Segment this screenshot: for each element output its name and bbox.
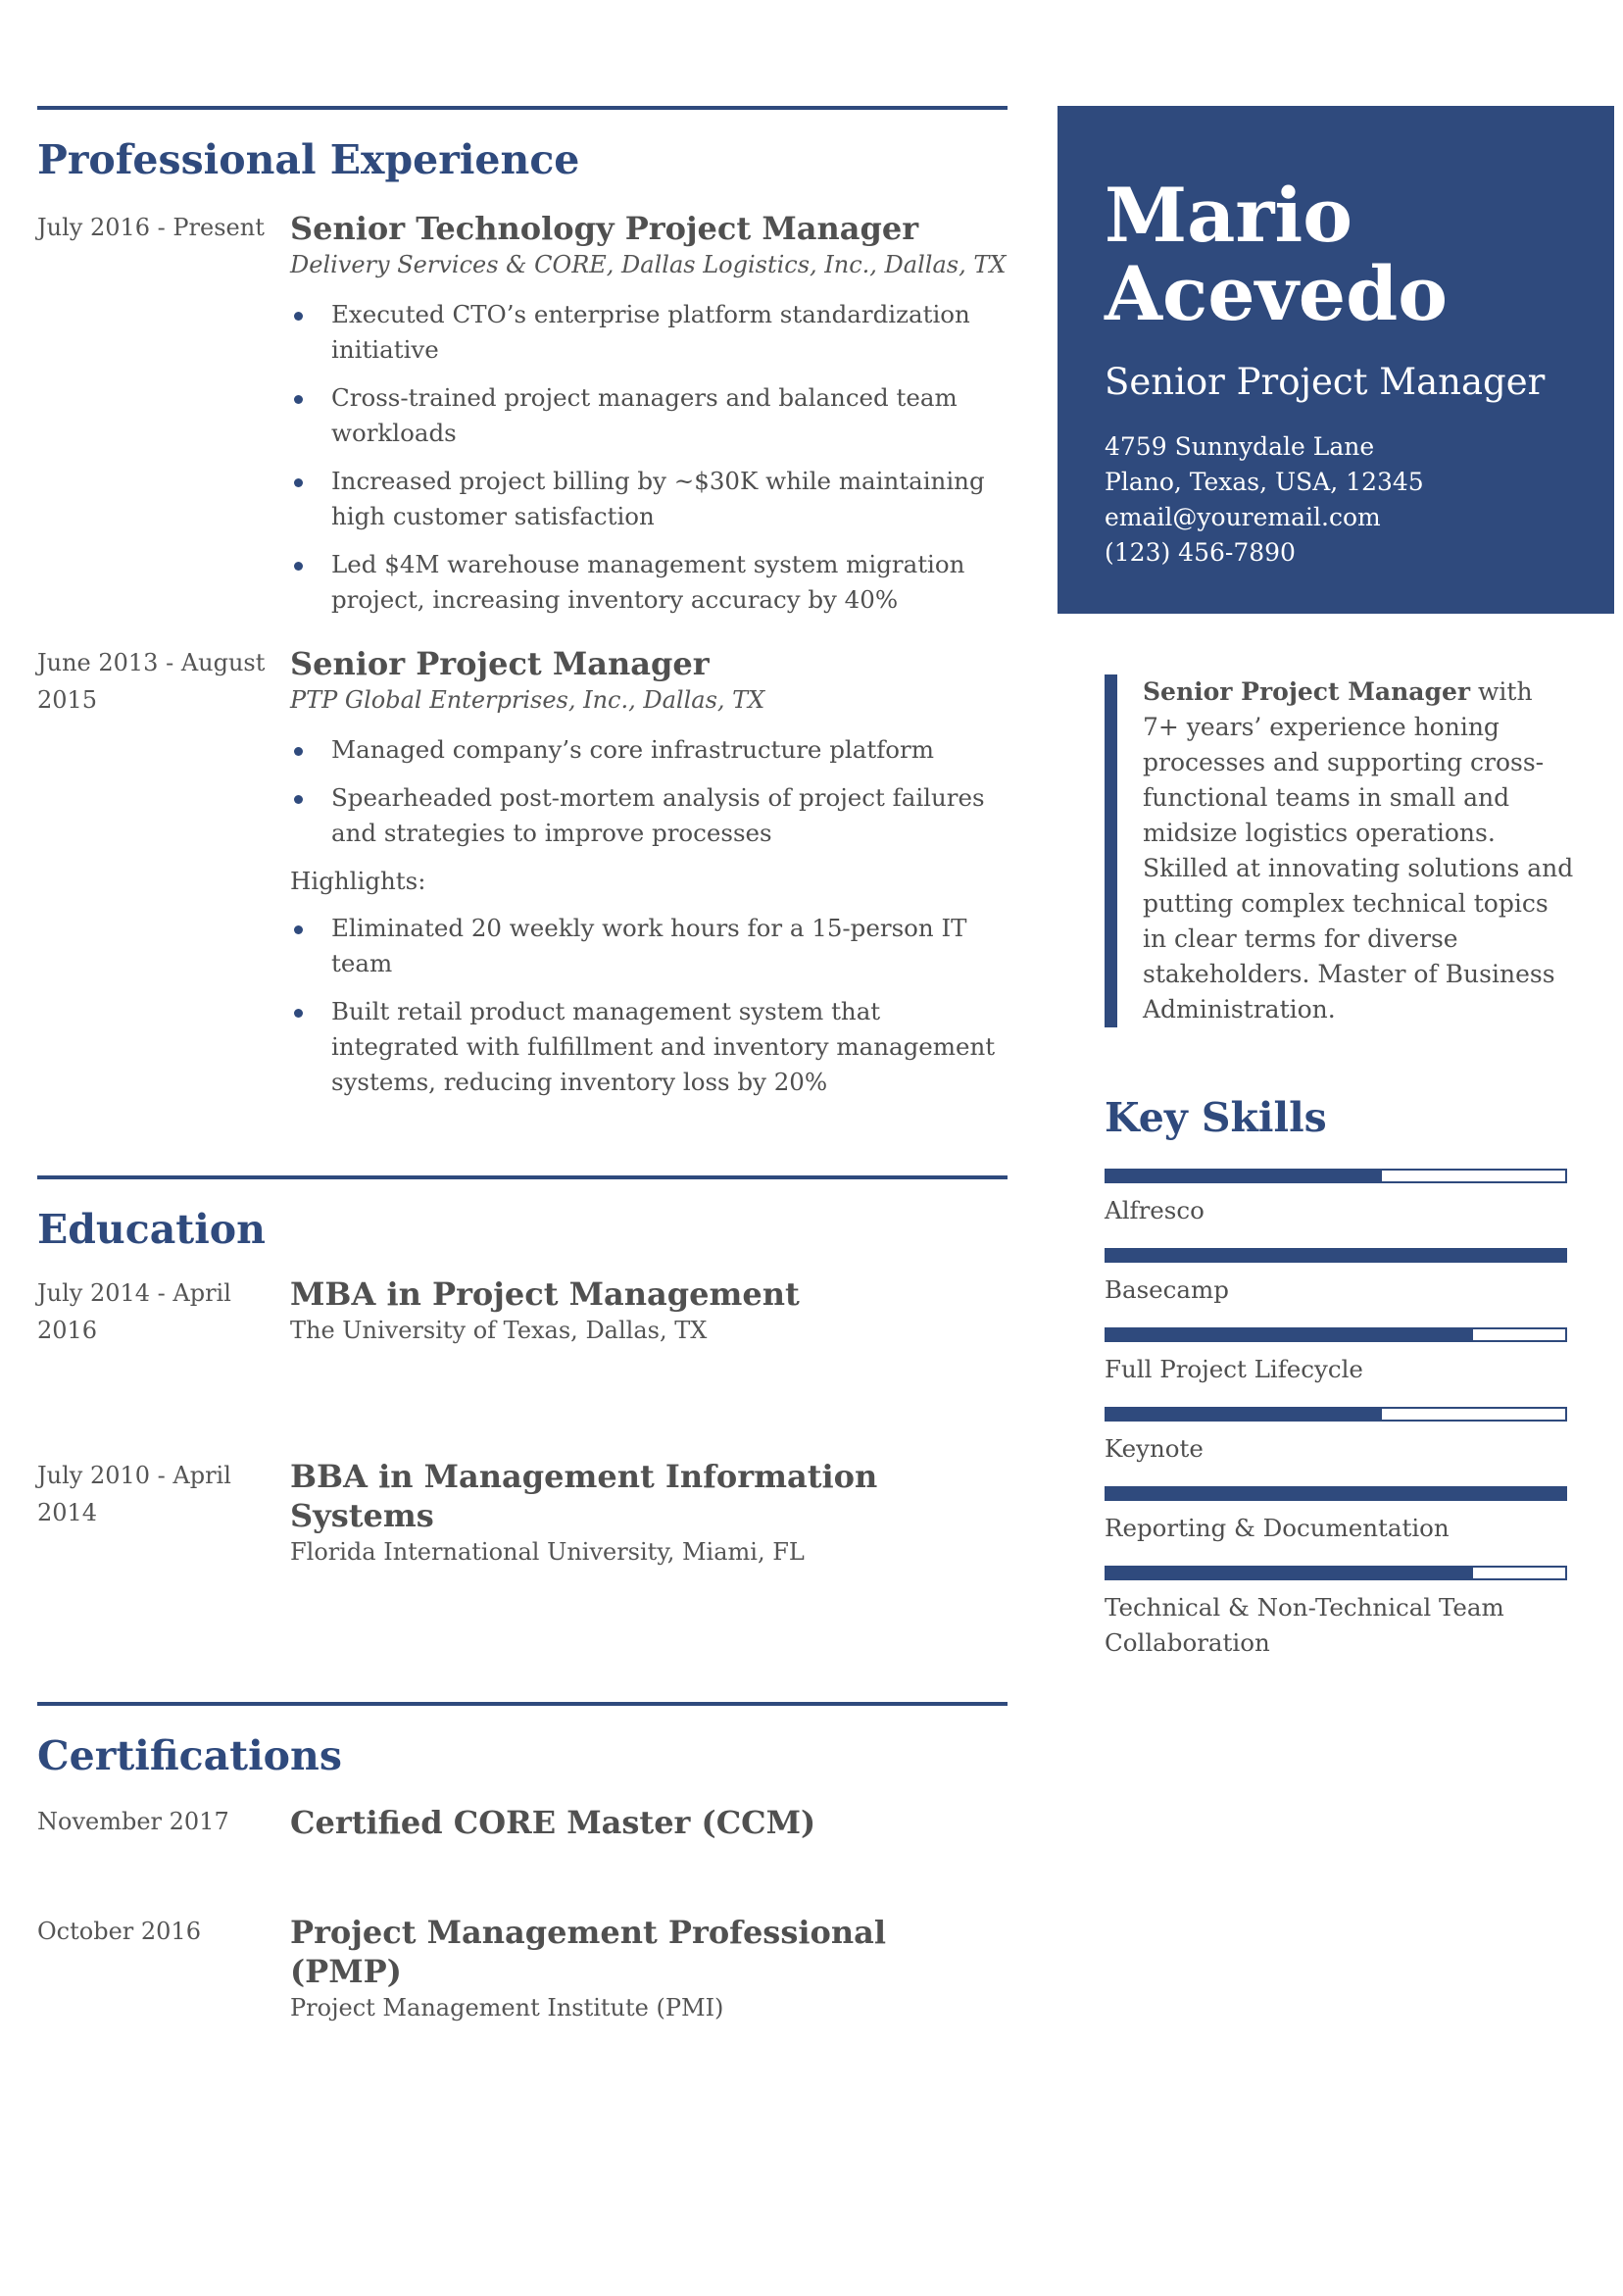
skill-label: Full Project Lifecycle	[1105, 1355, 1363, 1383]
job-bullet: Cross-trained project managers and balanced team workloads	[290, 380, 1008, 451]
job-bullets	[290, 297, 1008, 618]
skill-bar	[1105, 1327, 1567, 1342]
phone-text[interactable]: (123) 456-7890	[1105, 538, 1296, 567]
skill-item	[1105, 1486, 1567, 1546]
job-company: PTP Global Enterprises, Inc., Dallas, TX	[290, 686, 765, 715]
experience-heading: Professional Experience	[37, 136, 580, 183]
skill-bar-fill	[1107, 1409, 1382, 1420]
skill-label: Reporting & Documentation	[1105, 1514, 1450, 1542]
education-date: July 2014 - April 2016	[37, 1279, 231, 1345]
summary-text: with 7+ years’ experience honing processes and supporting cross-functional teams in small and midsize logistics operations. Skilled at innovating solutions and putting complex technical topics in clear terms for diverse stakeholders. Master of Business Administration.	[1143, 677, 1574, 1023]
role-title: Senior Project Manager	[1105, 361, 1546, 403]
summary	[1105, 674, 1575, 1027]
degree-title: MBA in Project Management	[290, 1275, 800, 1314]
skill-bar	[1105, 1407, 1567, 1422]
skills-heading: Key Skills	[1105, 1094, 1327, 1141]
email-text[interactable]: email@youremail.com	[1105, 503, 1381, 531]
certification-date: October 2016	[37, 1918, 201, 1946]
address-line: 4759 Sunnydale Lane	[1105, 432, 1375, 461]
skill-label: Alfresco	[1105, 1196, 1205, 1224]
school-name: The University of Texas, Dallas, TX	[290, 1317, 708, 1345]
skill-label: Basecamp	[1105, 1275, 1229, 1304]
skill-bar-fill	[1107, 1171, 1382, 1181]
job-bullets	[290, 732, 1008, 851]
address-line: Plano, Texas, USA, 12345	[1105, 468, 1424, 496]
certifications-section	[37, 1702, 1008, 2024]
skill-item	[1105, 1327, 1567, 1387]
certification-date: November 2017	[37, 1808, 229, 1836]
certification-issuer: Project Management Institute (PMI)	[290, 1994, 724, 2022]
skill-bar-fill	[1107, 1568, 1473, 1578]
school-name: Florida International University, Miami, FL	[290, 1538, 805, 1567]
skill-item	[1105, 1248, 1567, 1308]
highlight-bullet: Eliminated 20 weekly work hours for a 15-person IT team	[290, 911, 1008, 981]
main-column	[37, 106, 1008, 2024]
job-title: Senior Technology Project Manager	[290, 210, 919, 248]
skill-bar-fill	[1107, 1488, 1565, 1499]
job-bullet: Led $4M warehouse management system migration project, increasing inventory accuracy by 40%	[290, 547, 1008, 618]
highlights-label: Highlights:	[290, 867, 426, 896]
degree-title: BBA in Management Information Systems	[290, 1458, 878, 1535]
certification-title: Project Management Professional (PMP)	[290, 1914, 886, 1991]
experience-section	[37, 106, 1008, 1113]
job-date: July 2016 - Present	[37, 214, 265, 242]
skill-item	[1105, 1169, 1567, 1228]
skill-bar-fill	[1107, 1329, 1473, 1340]
skills-list	[1105, 1169, 1567, 1661]
job-entry	[37, 644, 1008, 1113]
job-bullet: Increased project billing by ~$30K while maintaining high customer satisfaction	[290, 464, 1008, 534]
skill-bar	[1105, 1248, 1567, 1263]
job-date: June 2013 - August 2015	[37, 649, 266, 715]
name-header	[1057, 106, 1614, 614]
education-date: July 2010 - April 2014	[37, 1462, 231, 1527]
job-bullet: Spearheaded post-mortem analysis of project failures and strategies to improve processes	[290, 780, 1008, 851]
certification-title: Certified CORE Master (CCM)	[290, 1804, 816, 1842]
skill-item	[1105, 1566, 1567, 1661]
job-entry	[37, 209, 1008, 630]
name-first: Mario	[1105, 172, 1352, 259]
skill-item	[1105, 1407, 1567, 1467]
job-company: Delivery Services & CORE, Dallas Logistics, Inc., Dallas, TX	[290, 251, 1007, 279]
job-bullet: Managed company’s core infrastructure platform	[290, 732, 1008, 768]
skill-bar	[1105, 1566, 1567, 1580]
education-section	[37, 1175, 1008, 1569]
education-entry	[37, 1274, 1008, 1349]
certification-entry	[37, 1803, 1008, 1842]
skill-label: Technical & Non-Technical Team Collaboration	[1105, 1593, 1504, 1657]
contact-block	[1105, 429, 1575, 571]
sidebar	[1057, 106, 1614, 1680]
job-bullet: Executed CTO’s enterprise platform standardization initiative	[290, 297, 1008, 368]
education-entry	[37, 1457, 1008, 1569]
education-heading: Education	[37, 1206, 266, 1254]
highlight-bullets	[290, 911, 1008, 1100]
skill-bar-fill	[1107, 1250, 1565, 1261]
summary-lead: Senior Project Manager	[1143, 677, 1471, 706]
certifications-heading: Certifications	[37, 1732, 342, 1780]
highlight-bullet: Built retail product management system that integrated with fulfillment and inventory management systems, reducing inventory loss by 20%	[290, 994, 1008, 1100]
name-last: Acevedo	[1105, 250, 1448, 337]
skill-bar	[1105, 1486, 1567, 1501]
skill-bar	[1105, 1169, 1567, 1183]
job-title: Senior Project Manager	[290, 645, 710, 683]
skill-label: Keynote	[1105, 1434, 1204, 1463]
certification-entry	[37, 1913, 1008, 2024]
